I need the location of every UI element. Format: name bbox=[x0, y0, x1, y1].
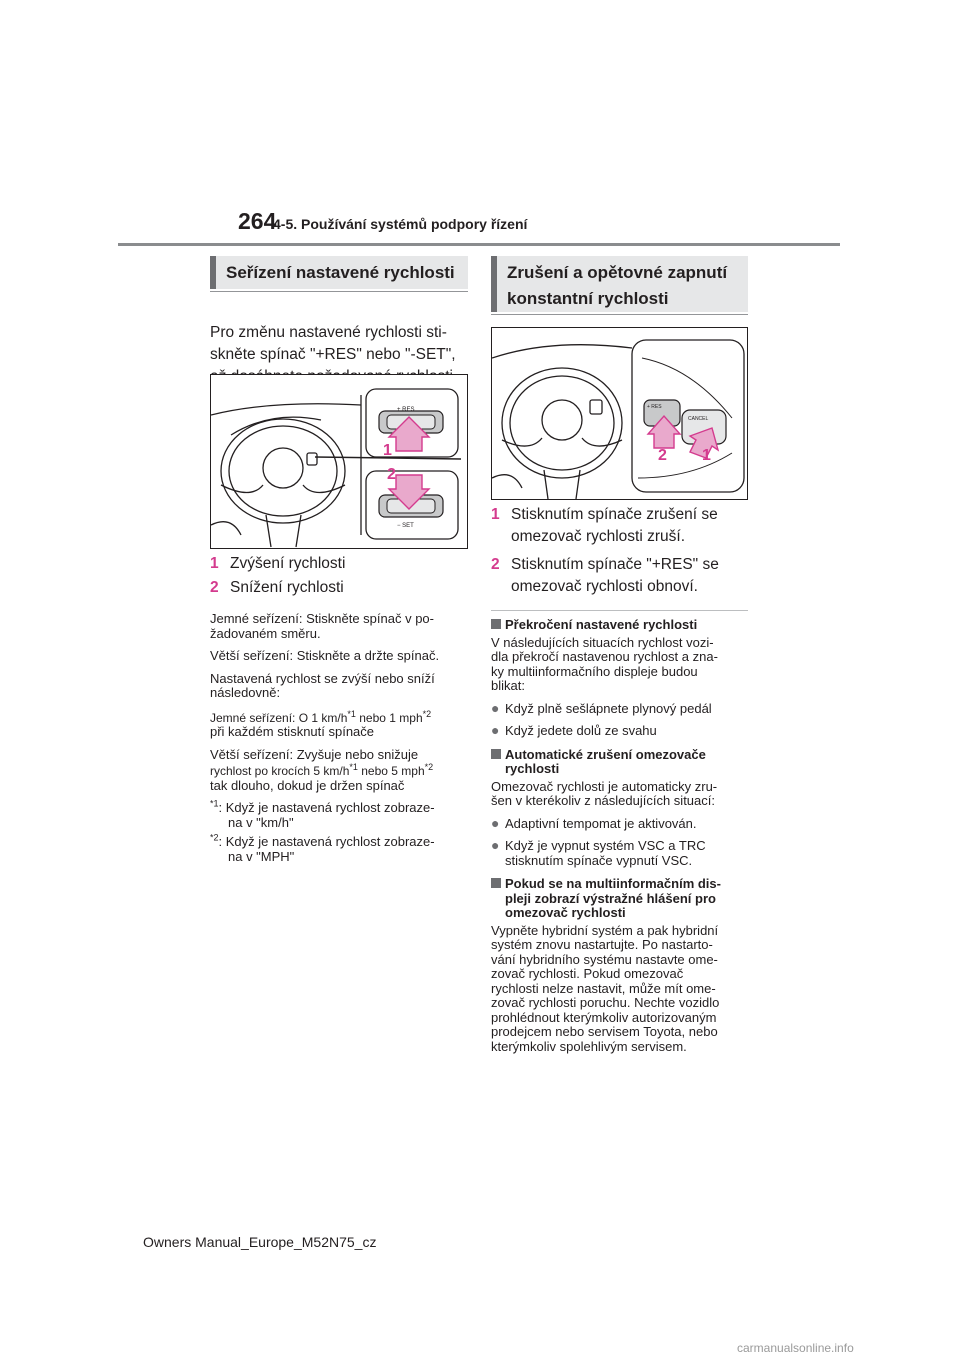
bullet-dot-icon: ● bbox=[491, 837, 500, 853]
footnote-text: na v "km/h" bbox=[228, 814, 294, 830]
intro-line: skněte spínač "+RES" nebo "-SET", bbox=[210, 346, 456, 363]
section-title-text: konstantní rychlosti bbox=[507, 289, 669, 308]
note-text: prohlédnout kterýmkoliv autorizovaným bbox=[491, 1009, 717, 1025]
note-heading-exceed bbox=[491, 618, 753, 633]
section-rule bbox=[210, 291, 468, 292]
list-item bbox=[491, 554, 753, 576]
section-title-text: Zrušení a opětovné zapnutí bbox=[507, 263, 728, 282]
fine-step-line2: při každém stisknutí spínače bbox=[210, 724, 375, 739]
item-number: 1 bbox=[210, 555, 219, 572]
steering-wheel-cancel-illustration bbox=[492, 328, 747, 499]
fine-adjust-line: žadovaném směru. bbox=[210, 625, 321, 641]
square-bullet-icon bbox=[491, 878, 501, 888]
coarse-step-b: nebo 5 mph bbox=[357, 764, 425, 778]
heading-text: rychlosti bbox=[505, 761, 560, 776]
coarse-adjust-text: Větší seřízení: Stiskněte a držte spínač. bbox=[210, 648, 440, 663]
note-text: zovač rychlosti. Pokud omezovač bbox=[491, 966, 684, 981]
steering-wheel-illustration bbox=[211, 375, 467, 548]
bullet-item bbox=[491, 816, 753, 832]
item-text: Snížení rychlosti bbox=[230, 579, 344, 596]
figure-steering-cancel bbox=[491, 327, 748, 500]
bullet-dot-icon: ● bbox=[491, 699, 500, 716]
heading-text: Překročení nastavené rychlosti bbox=[505, 617, 698, 632]
list-item bbox=[491, 504, 753, 526]
bullet-text: Když jedete dolů ze svahu bbox=[505, 723, 657, 738]
button-set-label: − SET bbox=[397, 523, 414, 529]
coarse-step-line1: Větší seřízení: Zvyšuje nebo snižuje bbox=[210, 746, 419, 762]
note-text: ky multiinformačního displeje budou bbox=[491, 663, 698, 679]
footnote-mark: *1 bbox=[210, 798, 219, 809]
footnote-text: : Když je nastavená rychlost zobraze- bbox=[218, 834, 435, 849]
coarse-step-line2 bbox=[210, 764, 472, 779]
note-heading-warning bbox=[491, 877, 753, 892]
item-text: omezovač rychlosti obnoví. bbox=[511, 578, 698, 595]
heading-text: omezovač rychlosti bbox=[505, 905, 626, 920]
bullet-text: Když plně sešlápnete plynový pedál bbox=[505, 700, 712, 716]
note-text: V následujících situacích rychlost vozi- bbox=[491, 634, 714, 650]
footnote bbox=[210, 798, 472, 830]
section-title-text: Seřízení nastavené rychlosti bbox=[226, 263, 455, 282]
item-text: Zvýšení rychlosti bbox=[230, 555, 346, 572]
figure-steering-adjust bbox=[210, 374, 468, 549]
note-text: kterýmkoliv spolehlivým servisem. bbox=[491, 1038, 687, 1054]
footnote-text: na v "MPH" bbox=[228, 848, 295, 864]
footer-manual-id: Owners Manual_Europe_M52N75_cz bbox=[143, 1234, 377, 1250]
note-text: blikat: bbox=[491, 678, 525, 693]
fine-step-a: Jemné seřízení: O 1 km/h bbox=[210, 710, 348, 725]
item-text: Stisknutím spínače "+RES" se bbox=[511, 556, 719, 573]
speed-change-line: následovně: bbox=[210, 685, 281, 700]
fine-adjust-line: Jemné seřízení: Stiskněte spínač v po- bbox=[210, 611, 434, 626]
footnote-ref: *1 bbox=[347, 708, 356, 719]
right-item-list bbox=[491, 504, 753, 598]
note-text: prodejcem nebo servisem Toyota, nebo bbox=[491, 1024, 718, 1039]
bullet-item bbox=[491, 723, 753, 739]
list-item bbox=[210, 552, 470, 576]
bullet-item bbox=[491, 701, 753, 717]
right-notes bbox=[491, 618, 753, 1054]
bullet-dot-icon: ● bbox=[491, 814, 500, 831]
switch-closeup-top bbox=[366, 389, 458, 457]
item-text: Stisknutím spínače zrušení se bbox=[511, 506, 718, 523]
figure-callout-2: 2 bbox=[658, 447, 667, 464]
button-cancel-label: CANCEL bbox=[688, 416, 709, 422]
note-text: dla překročí nastavenou rychlost a zna- bbox=[491, 649, 718, 664]
button-res-label: + RES bbox=[397, 407, 415, 413]
note-text: vání hybridního systému nastavte ome- bbox=[491, 951, 718, 967]
figure-callout-2: 2 bbox=[387, 466, 396, 483]
footnote bbox=[210, 832, 472, 864]
bullet-dot-icon: ● bbox=[491, 722, 500, 738]
note-text: zovač rychlosti poruchu. Nechte vozidlo bbox=[491, 995, 720, 1010]
heading-text: Automatické zrušení omezovače bbox=[505, 746, 706, 762]
note-text: Vypněte hybridní systém a pak hybridní bbox=[491, 922, 719, 938]
figure-callout-1: 1 bbox=[702, 447, 711, 464]
bullet-text: stisknutím spínače vypnutí VSC. bbox=[505, 852, 693, 868]
bullet-item bbox=[491, 838, 753, 854]
item-number: 2 bbox=[491, 556, 500, 573]
page-number: 264 bbox=[238, 208, 277, 234]
bullet-text: Když je vypnut systém VSC a TRC bbox=[505, 838, 706, 853]
heading-text: pleji zobrazí výstražné hlášení pro bbox=[505, 890, 716, 906]
note-text: systém znovu nastartujte. Po nastarto- bbox=[491, 937, 713, 952]
section-title-cancel-resume bbox=[491, 256, 748, 312]
footnote-ref: *2 bbox=[422, 708, 432, 719]
speed-change-line: Nastavená rychlost se zvýší nebo sníží bbox=[210, 670, 435, 686]
chapter-title: 4-5. Používání systémů podpory řízení bbox=[273, 216, 528, 232]
section-title-adjust-speed bbox=[210, 256, 468, 289]
intro-line: Pro změnu nastavené rychlosti sti- bbox=[210, 324, 447, 341]
footnote-mark: *2 bbox=[210, 832, 219, 843]
square-bullet-icon bbox=[491, 749, 501, 759]
footnote-ref: *1 bbox=[349, 762, 358, 772]
item-number: 1 bbox=[491, 506, 500, 523]
item-number: 2 bbox=[210, 579, 219, 596]
note-text: šen v kterékoliv z následujících situací: bbox=[491, 793, 715, 808]
note-text: Omezovač rychlosti je automaticky zru- bbox=[491, 778, 718, 794]
header-rule bbox=[118, 243, 840, 246]
coarse-step-line3: tak dlouho, dokud je držen spínač bbox=[210, 777, 405, 793]
list-item bbox=[210, 576, 470, 600]
footnote-text: : Když je nastavená rychlost zobraze- bbox=[218, 800, 435, 815]
coarse-step-a: rychlost po krocích 5 km/h bbox=[210, 764, 350, 778]
left-item-list bbox=[210, 552, 470, 600]
section-rule bbox=[491, 314, 748, 315]
item-text: omezovač rychlosti zruší. bbox=[511, 528, 685, 545]
note-heading-auto-cancel bbox=[491, 748, 753, 763]
note-text: rychlosti nelze nastavit, může mít ome- bbox=[491, 980, 716, 996]
divider bbox=[491, 610, 748, 611]
left-body-text bbox=[210, 612, 472, 864]
fine-step-b: nebo 1 mph bbox=[355, 710, 423, 725]
square-bullet-icon bbox=[491, 619, 501, 629]
bullet-text: Adaptivní tempomat je aktivován. bbox=[505, 815, 697, 831]
footnote-ref: *2 bbox=[424, 762, 434, 772]
heading-text: Pokud se na multiinformačním dis- bbox=[505, 876, 721, 891]
figure-callout-1: 1 bbox=[383, 442, 392, 459]
fine-step-line bbox=[210, 708, 472, 726]
button-res-label: + RES bbox=[647, 404, 662, 410]
watermark[interactable]: carmanualsonline.info bbox=[737, 1341, 854, 1355]
